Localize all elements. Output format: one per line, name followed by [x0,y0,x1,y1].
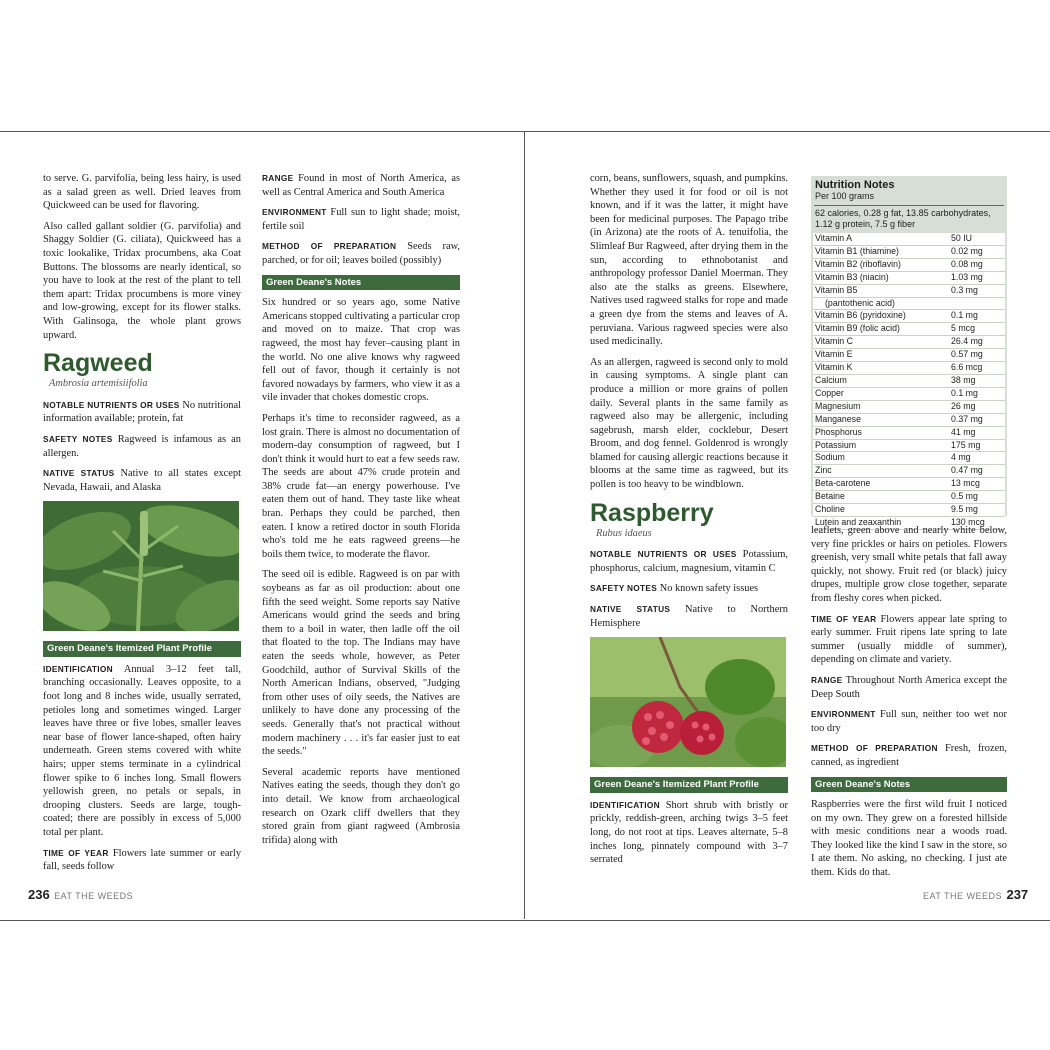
nutrient-name: Choline [815,504,845,515]
intro-paragraph: to serve. G. parvifolia, being less hairy, is used as a salad green as well. Dried leaves from Quickweed can be used for flavoring. [43,173,241,212]
nutrition-summary: 62 calories, 0.28 g fat, 13.85 carbohydrates, 1.12 g protein, 7.5 g fiber [815,208,991,229]
nutrition-row [813,285,1005,298]
nutrient-name: Vitamin C [815,336,853,347]
nutrient-value: 26 mg [951,400,976,411]
nutrient-name: Betaine [815,491,845,502]
nutrient-name: Magnesium [815,400,861,411]
nutrient-value: 38 mg [951,374,976,385]
nutrition-row [813,272,1005,285]
nutrient-value: 0.02 mg [951,245,983,256]
nutrient-name: Sodium [815,452,845,463]
nutrients-entry [43,399,241,426]
nutrition-row [813,452,1005,465]
nutrient-name: Vitamin E [815,349,853,360]
field-text: Native to all states except Nevada, Hawaii, and Alaska [43,468,241,493]
field-label: ENVIRONMENT [811,709,876,720]
nutrient-value: 0.47 mg [951,465,983,476]
plant-title: Raspberry [590,498,714,527]
body-paragraph: As an allergen, ragweed is second only to mold in causing symptoms. A single plant can produce a million or more grains of pollen daily. Several plants in the same family as ragweed also may be allergenic, including sagebrush, marsh elder, cocklebur, Desert Broom, and dog fennel. Goldenrod is wrongly blamed for causing allergic reactions because it blooms at the same time as ragweed, but its pollen is too heavy to be windblown. [590,356,788,491]
nutrient-value: 0.3 mg [951,284,978,295]
body-paragraph: The seed oil is edible. Ragweed is on par with soybeans as far as oil production: about one fifth the seed weight. Some reports say Native Americans would grind the seeds and bring them to a boil in water, then ladle off the oil that floated to the top. The Indians may have eaten the seeds whole, however, as Peter Goodchild, author of Survival Skills of the North American Indians, observed, "Judging from other uses of oily seeds, the Natives are unlikely to have done any processing of the seeds. Generally that's not practical without modern machinery . . . it's far easier just to eat the seeds." [262,569,460,758]
right-column-2 [811,524,1007,887]
safety-entry [590,582,788,596]
body-paragraph: Raspberries were the first wild fruit I noticed on my own. They grew on a forested hillside with mesic conditions near a woods road. They looked like the kind I saw in the store, so I ate them. No asking, no checking. I just ate them. Kids do that. [811,799,1007,879]
nutrient-value: 6.6 mcg [951,362,983,373]
page-number: 236 [28,887,50,902]
body-paragraph: Perhaps it's time to reconsider ragweed, as a lost grain. There is almost no documentation of modern-day consumption of ragweed, but I don't think it would hurt to eat a few seeds raw. The seeds are about 47% crude protein and 38% crude fat—an energy powerhouse. I've eaten them out of hand. They taste like wheat bran. Perhaps they could be parched, then eaten. I know a retired doctor in south Florida who's told me he eats ragweed greens—he boils them twice, to moderate the flavor. [262,412,460,560]
safety-entry [43,433,241,460]
field-text: Native to Northern Hemisphere [590,604,788,629]
nutrition-row [813,259,1005,272]
body-paragraph: Several academic reports have mentioned Natives eating the seeds, though they don't go into detail. We know from archaeological research on Ozark cliff dwellers that they stored grain from giant ragweed (Ambrosia trifida) along with [262,766,460,846]
nutrition-per: Per 100 grams [815,191,875,201]
body-paragraph: corn, beans, sunflowers, squash, and pumpkins. Whether they used it for food or oil is not known, and if it was the latter, it might have been for medicinal purposes. The Papago tribe (in Arizona) ate the roots of A. tenuifolia, the Slimleaf Bur Ragweed, after drying them in the sun, according to ethnobotanist and anthropology professor Daniel Moerman. They also ate the stalks as greens. Elsewhere, Natives used ragweed stalks for rope and made a green dye from the stems and leaves of A. peruviana. Various ragweed species were also used medicinally. [590,173,788,348]
latin-name: Rubus idaeus [596,527,652,539]
range-entry [262,172,460,199]
nutrient-value: 9.5 mg [951,504,978,515]
field-text: Flowers appear late spring to early summer. Fruit ripens late spring to late summer (usually middle of summer), depending on climate and variety. [811,613,1007,666]
nutrients-entry [590,548,788,575]
field-label: ENVIRONMENT [262,207,327,218]
nutrient-name: Beta-carotene [815,478,871,489]
nutrient-name: Vitamin B3 (niacin) [815,271,889,282]
nutrient-value: 5 mcg [951,323,975,334]
field-text: Flowers late summer or early fall, seeds follow [43,847,242,873]
nutrient-value: 0.5 mg [951,491,978,502]
nutrient-value: 1.03 mg [951,271,983,282]
nutrition-row [813,465,1005,478]
nutrient-name: Potassium [815,439,857,450]
field-label: NOTABLE NUTRIENTS OR USES [43,399,180,410]
field-label: IDENTIFICATION [43,663,113,674]
nutrient-name: Lutein and zeaxanthin [815,516,902,527]
body-paragraph: Six hundred or so years ago, some Native Americans stopped cultivating a particular crop and moved on to maize. That crop was ragweed, the most hay fever–causing plant in the world. No one alive knows why ragweed fell out of favor, though it certainly is not favored nowadays by farmers, who view it as a vile invader that chokes domestic crops. [262,297,460,404]
field-label: METHOD OF PREPARATION [811,743,938,754]
book-spine [524,131,525,919]
nutrient-value: 0.37 mg [951,413,983,424]
nutrition-row [813,362,1005,375]
running-footer: EAT THE WEEDS [54,891,134,901]
field-label: NATIVE STATUS [590,604,671,615]
nutrient-name: Zinc [815,465,832,476]
right-folio [923,886,1028,904]
field-text: No known safety issues [659,583,759,595]
left-column-2 [262,172,460,854]
field-text: Potassium, phosphorus, calcium, magnesium, vitamin C [590,549,788,574]
field-label: RANGE [811,674,843,685]
nutrition-row [813,298,1005,311]
nutrient-name: (pantothenic acid) [825,297,895,308]
nutrition-table [813,233,1005,530]
nutrient-value: 50 IU [951,233,973,243]
nutrient-value: 26.4 mg [951,336,983,347]
nutrition-row [813,375,1005,388]
field-text: Annual 3–12 feet tall, branching occasionally. Leaves opposite, to a foot long and 8 inches wide, usually serrated, petioles long and sometimes winged. Larger leaves have three or five lobes, smaller leaves near base of flower lance-shaped, often hairy underneath. Green stems covered with white hairs; upper stems terminate in a cylindrical flower spike to 6 inches long. Small flowers yellowish green, no petals or sepals, in drooping clusters. Seeds are large, tough-coated; there are possibly in excess of 5,000 total per plant. [43,663,241,838]
nutrient-value: 0.1 mg [951,310,978,321]
nutrition-row [813,323,1005,336]
native-entry [590,603,788,630]
native-entry [43,467,241,494]
field-label: SAFETY NOTES [43,433,113,444]
nutrient-name: Vitamin B5 [815,284,858,295]
nutrient-name: Vitamin K [815,362,853,373]
left-folio [28,886,133,904]
nutrition-row [813,388,1005,401]
running-footer: EAT THE WEEDS [923,891,1003,901]
nutrition-row [813,401,1005,414]
identification-entry [590,799,788,867]
nutrient-name: Calcium [815,374,847,385]
nutrient-value: 13 mcg [951,478,980,489]
left-column-1 [43,172,241,881]
field-label: TIME OF YEAR [43,847,109,858]
time-entry [43,847,241,874]
nutrition-title: Nutrition Notes [815,179,895,191]
nutrient-value: 0.1 mg [951,387,978,398]
right-column-1 [590,172,788,874]
nutrient-value: 41 mg [951,426,976,437]
field-label: TIME OF YEAR [811,613,877,624]
field-label: NATIVE STATUS [43,468,115,479]
field-text: Found in most of North America, as well as Central America and South America [262,173,460,198]
section-bar: Green Deane's Notes [262,275,460,291]
nutrition-row [813,414,1005,427]
nutrition-notes-box [811,176,1007,527]
nutrient-name: Vitamin B1 (thiamine) [815,245,899,256]
nutrient-value: 4 mg [951,452,971,463]
environment-entry [811,708,1007,735]
nutrition-row [813,504,1005,517]
field-text: Full sun to light shade; moist, fertile soil [262,207,460,232]
nutrition-row [813,310,1005,323]
field-text: Fresh, frozen, canned, as ingredient [811,743,1007,768]
section-bar: Green Deane's Itemized Plant Profile [590,777,788,793]
field-label: METHOD OF PREPARATION [262,241,397,252]
nutrition-row [813,233,1005,246]
field-label: NOTABLE NUTRIENTS OR USES [590,549,737,560]
environment-entry [262,206,460,233]
field-text: Throughout North America except the Deep South [811,674,1007,700]
nutrient-value: 0.08 mg [951,258,983,269]
time-entry [811,613,1007,667]
section-bar: Green Deane's Notes [811,777,1007,793]
method-entry [262,240,460,267]
nutrient-value: 175 mg [951,439,981,450]
ragweed-photo [43,501,239,631]
field-label: SAFETY NOTES [590,583,658,594]
field-text: Short shrub with bristly or prickly, reddish-green, arching twigs 3–5 feet long, do not root at tips. Leaves alternate, 5–8 inches long, pinnately compound with 3–7 serrated [590,799,788,866]
method-entry [811,742,1007,769]
intro-paragraph: Also called gallant soldier (G. parvifolia) and Shaggy Soldier (G. ciliata), Quickweed has a toxic lookalike, Tridax procumbens, aka Coat Buttons. The blossoms are nearly identical, so you have to look at the rest of the plant to tell them apart: Tridax procumbens is more viney and low-growing, except for its flower stalks. With Galinsoga, the whole plant grows upward. [43,220,241,341]
nutrient-value: 130 mcg [951,516,985,527]
nutrient-name: Vitamin B6 (pyridoxine) [815,310,906,321]
nutrition-row [813,246,1005,259]
nutrient-name: Copper [815,387,844,398]
nutrient-name: Vitamin B2 (riboflavin) [815,258,901,269]
nutrition-row [813,427,1005,440]
raspberry-photo [590,637,786,767]
nutrition-row [813,349,1005,362]
nutrition-row [813,491,1005,504]
nutrition-row [813,478,1005,491]
page-number: 237 [1006,887,1029,902]
body-paragraph: leaflets, green above and nearly white below, very fine prickles or hairs on petioles. Flowers greenish, very small white petals that fall away quickly, not showy. Fruit red (or black) juicy drupes, multiple grow close together, separate from fleshy cores when picked. [811,525,1007,604]
nutrient-name: Phosphorus [815,426,862,437]
nutrition-row [813,440,1005,453]
field-text: Full sun, neither too wet nor too dry [811,709,1007,734]
nutrient-name: Vitamin B9 (folic acid) [815,323,900,334]
latin-name: Ambrosia artemisiifolia [49,378,148,390]
field-text: No nutritional information available; protein, fat [43,399,241,425]
field-text: Ragweed is infamous as an allergen. [43,433,241,459]
nutrient-name: Vitamin A [815,233,852,243]
section-bar: Green Deane's Itemized Plant Profile [43,641,241,657]
nutrient-value: 0.57 mg [951,349,983,360]
nutrition-row [813,336,1005,349]
identification-entry [43,663,241,840]
range-entry [811,674,1007,701]
nutrient-value [961,298,1003,310]
field-label: RANGE [262,173,294,183]
field-text: Seeds raw, parched, or for oil; leaves boiled (possibly) [262,241,460,266]
field-label: IDENTIFICATION [590,799,660,810]
divider [814,205,1004,206]
plant-title: Ragweed [43,349,153,378]
nutrient-name: Manganese [815,413,861,424]
